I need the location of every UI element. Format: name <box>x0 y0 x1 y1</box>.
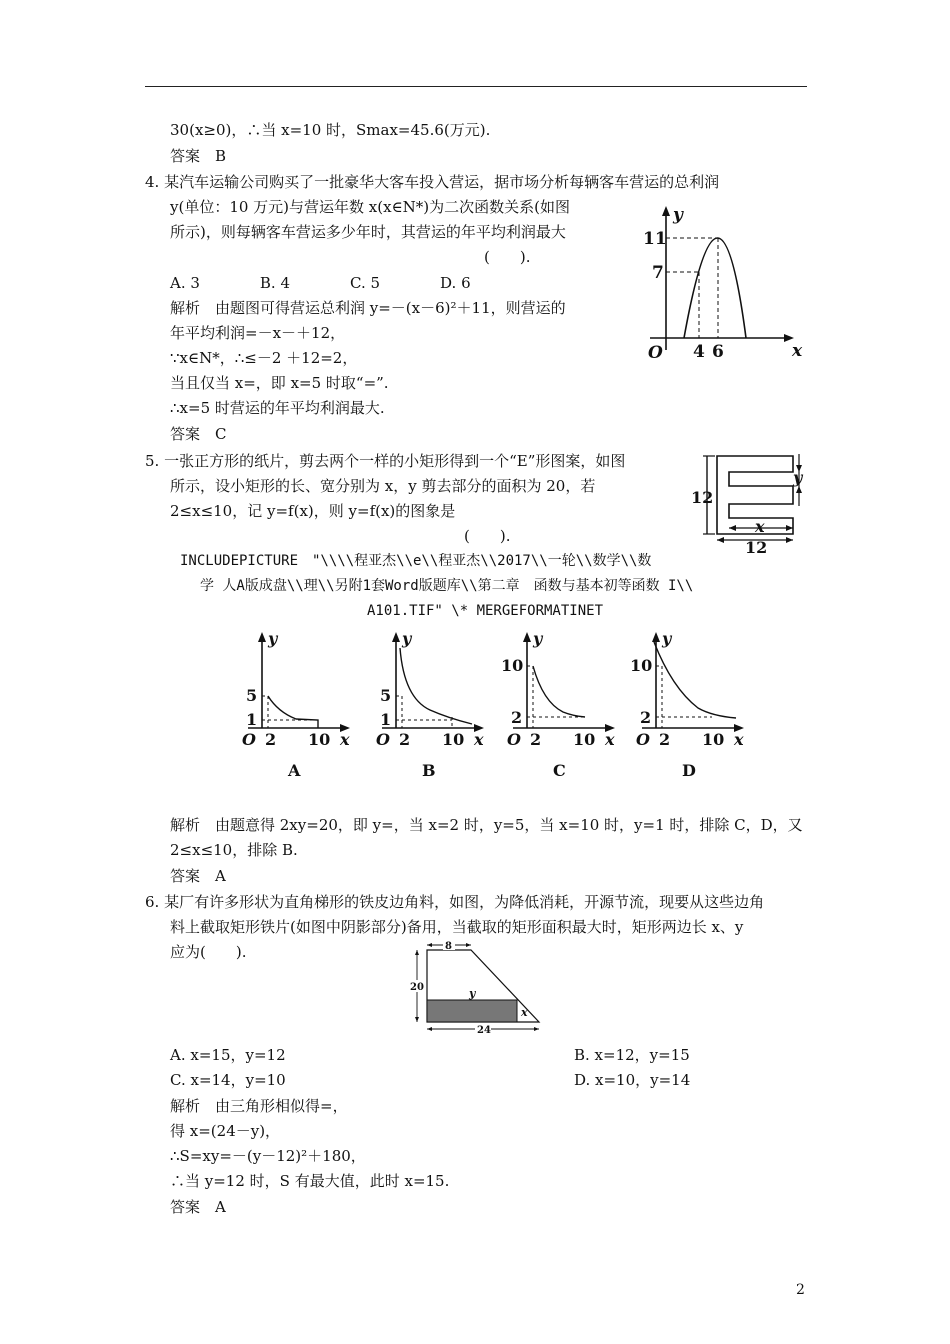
answer-line: 答案 A <box>170 1198 226 1216</box>
bottom-dim-arrow <box>534 1027 539 1031</box>
analysis-line: ∴x=5 时营运的年平均利润最大. <box>170 399 385 417</box>
axis-label-y: y <box>662 629 672 648</box>
axis-label-x: x <box>605 730 615 749</box>
answer-line: 答案 C <box>170 425 227 443</box>
analysis-line: ∴S=xy=－(y－12)²＋180， <box>170 1147 366 1165</box>
text-line: 所示)，则每辆客车营运多少年时，其营运的年平均利润最大 <box>170 223 566 241</box>
tick-label-4: 4 <box>693 342 705 362</box>
tick-label-bottom: 2 <box>511 708 523 727</box>
answer-blank: ( ). <box>464 527 511 545</box>
axis-label-x: x <box>734 730 744 749</box>
option-letter: D <box>682 761 696 780</box>
text-line: 应为( ). <box>170 943 247 961</box>
origin-label: O <box>242 730 256 749</box>
option-graph-d <box>632 626 752 782</box>
field-code-line: A101.TIF" \* MERGEFORMATINET <box>367 603 604 619</box>
axis-label-x: x <box>340 730 350 749</box>
option-letter: C <box>553 761 566 780</box>
dim-label-12: 12 <box>745 538 768 557</box>
analysis-line: 解析 由题意得 2xy=20，即 y=，当 x=2 时，y=5，当 x=10 时，y=1 时，排除 C，D，又 <box>170 816 803 834</box>
tick-label-2: 2 <box>265 730 277 749</box>
option-graph-b <box>372 626 492 782</box>
text-line: 所示，设小矩形的长、宽分别为 x，y 剪去部分的面积为 20，若 <box>170 477 596 495</box>
page-number: 2 <box>796 1282 805 1298</box>
bottom-dim-arrow <box>786 537 793 543</box>
tick-label-7: 7 <box>652 263 664 283</box>
trapezoid-figure <box>405 940 550 1034</box>
axis-label-x: x <box>792 341 803 361</box>
bottom-dim-arrow <box>427 1027 432 1031</box>
axis-label-y: y <box>402 629 412 648</box>
option-graph-c <box>503 626 623 782</box>
option-letter: B <box>422 761 436 780</box>
dim-label-12: 12 <box>691 488 714 507</box>
choice-d: D. x=10，y=14 <box>574 1071 691 1089</box>
tick-label-2: 2 <box>659 730 671 749</box>
choice-c: C. x=14，y=10 <box>170 1071 286 1089</box>
tick-label-bottom: 1 <box>380 710 392 729</box>
question-6-title: 6. 某厂有许多形状为直角梯形的铁皮边角料，如图，为降低消耗，开源节流，现要从这些边角 <box>145 893 765 911</box>
bottom-dim-arrow <box>717 537 724 543</box>
tick-label-2: 2 <box>399 730 411 749</box>
dim-label-8: 8 <box>445 941 452 952</box>
tick-label-top: 10 <box>630 656 653 675</box>
tick-label-10: 10 <box>702 730 725 749</box>
answer-blank: ( ). <box>484 248 531 266</box>
tick-label-10: 10 <box>573 730 596 749</box>
e-shape-figure <box>691 452 813 557</box>
dim-label-y: y <box>469 987 476 1000</box>
text-line: 2≤x≤10，记 y=f(x)，则 y=f(x)的图象是 <box>170 502 456 520</box>
top-dim-arrow <box>427 943 432 947</box>
text-line: y(单位：10 万元)与营运年数 x(x∈N*)为二次函数关系(如图 <box>170 198 571 216</box>
tick-label-top: 5 <box>380 686 392 705</box>
dim-label-x: x <box>755 517 765 536</box>
text-line: 料上截取矩形铁片(如图中阴影部分)备用，当截取的矩形面积最大时，矩形两边长 x、y <box>170 918 744 936</box>
right-dim-arrow <box>796 486 802 493</box>
text-line: 30(x≥0)，∴当 x=10 时，Smax=45.6(万元). <box>170 121 491 139</box>
y-axis-arrow <box>258 632 266 642</box>
answer-line: 答案 B <box>170 147 227 165</box>
axis-label-x: x <box>474 730 484 749</box>
dim-label-y: y <box>793 468 803 487</box>
tick-label-top: 5 <box>246 686 258 705</box>
y-axis-arrow <box>392 632 400 642</box>
curve-b <box>400 648 472 724</box>
shaded-rectangle <box>427 1000 517 1022</box>
field-code-line: 学 人A版成盘\\理\\另附1套Word版题库\\第二章 函数与基本初等函数 I\\ <box>200 578 694 594</box>
dim-label-24: 24 <box>477 1025 491 1036</box>
dim-label-x: x <box>521 1006 528 1019</box>
y-axis-arrow <box>662 206 670 216</box>
choice-b: B. x=12，y=15 <box>574 1046 690 1064</box>
curve-d <box>654 642 736 718</box>
left-dim-arrow <box>415 1017 419 1022</box>
tick-label-6: 6 <box>712 342 724 362</box>
parabola-figure <box>640 200 810 365</box>
y-axis-arrow <box>652 632 660 642</box>
choices-line: A. 3 B. 4 C. 5 D. 6 <box>170 274 471 292</box>
axis-label-y: y <box>268 629 278 648</box>
x-dim-arrow <box>786 525 793 531</box>
curve-a <box>268 696 318 728</box>
axis-label-y: y <box>533 629 543 648</box>
curve-c <box>533 666 585 717</box>
analysis-line: 当且仅当 x=，即 x=5 时取“=”. <box>170 374 389 392</box>
axis-label-y: y <box>673 205 683 225</box>
y-axis-arrow <box>523 632 531 642</box>
origin-label: O <box>648 343 663 363</box>
tick-label-bottom: 1 <box>246 710 258 729</box>
origin-label: O <box>507 730 521 749</box>
tick-label-2: 2 <box>530 730 542 749</box>
analysis-line: 得 x=(24－y)， <box>170 1122 281 1140</box>
tick-label-top: 10 <box>501 656 524 675</box>
analysis-line: 解析 由三角形相似得=， <box>170 1097 348 1115</box>
parabola-curve <box>684 238 746 338</box>
question-4-title: 4. 某汽车运输公司购买了一批豪华大客车投入营运，据市场分析每辆客车营运的总利润 <box>145 173 720 191</box>
header-rule <box>145 86 807 87</box>
top-dim-arrow <box>466 943 471 947</box>
analysis-line: ∵x∈N*，∴≤－2 ＋12=2， <box>170 349 358 367</box>
answer-line: 答案 A <box>170 867 226 885</box>
option-graph-a <box>238 626 358 782</box>
field-code-line: INCLUDEPICTURE "\\\\程亚杰\\e\\程亚杰\\2017\\一轮\\数学\\数 <box>180 553 652 569</box>
x-dim-arrow <box>729 525 736 531</box>
choice-a: A. x=15，y=12 <box>170 1046 286 1064</box>
tick-label-bottom: 2 <box>640 708 652 727</box>
tick-label-10: 10 <box>442 730 465 749</box>
option-letter: A <box>288 761 301 780</box>
tick-label-11: 11 <box>643 229 667 249</box>
dim-label-20: 20 <box>410 982 424 993</box>
question-5-title: 5. 一张正方形的纸片，剪去两个一样的小矩形得到一个“E”形图案，如图 <box>145 452 626 470</box>
analysis-line: 2≤x≤10，排除 B. <box>170 841 298 859</box>
origin-label: O <box>636 730 650 749</box>
left-dim-arrow <box>415 950 419 955</box>
origin-label: O <box>376 730 390 749</box>
analysis-line: 解析 由题图可得营运总利润 y=－(x－6)²＋11，则营运的 <box>170 299 566 317</box>
analysis-line: 年平均利润=－x－＋12， <box>170 324 346 342</box>
analysis-line: ∴当 y=12 时，S 有最大值，此时 x=15. <box>170 1172 450 1190</box>
tick-label-10: 10 <box>308 730 331 749</box>
